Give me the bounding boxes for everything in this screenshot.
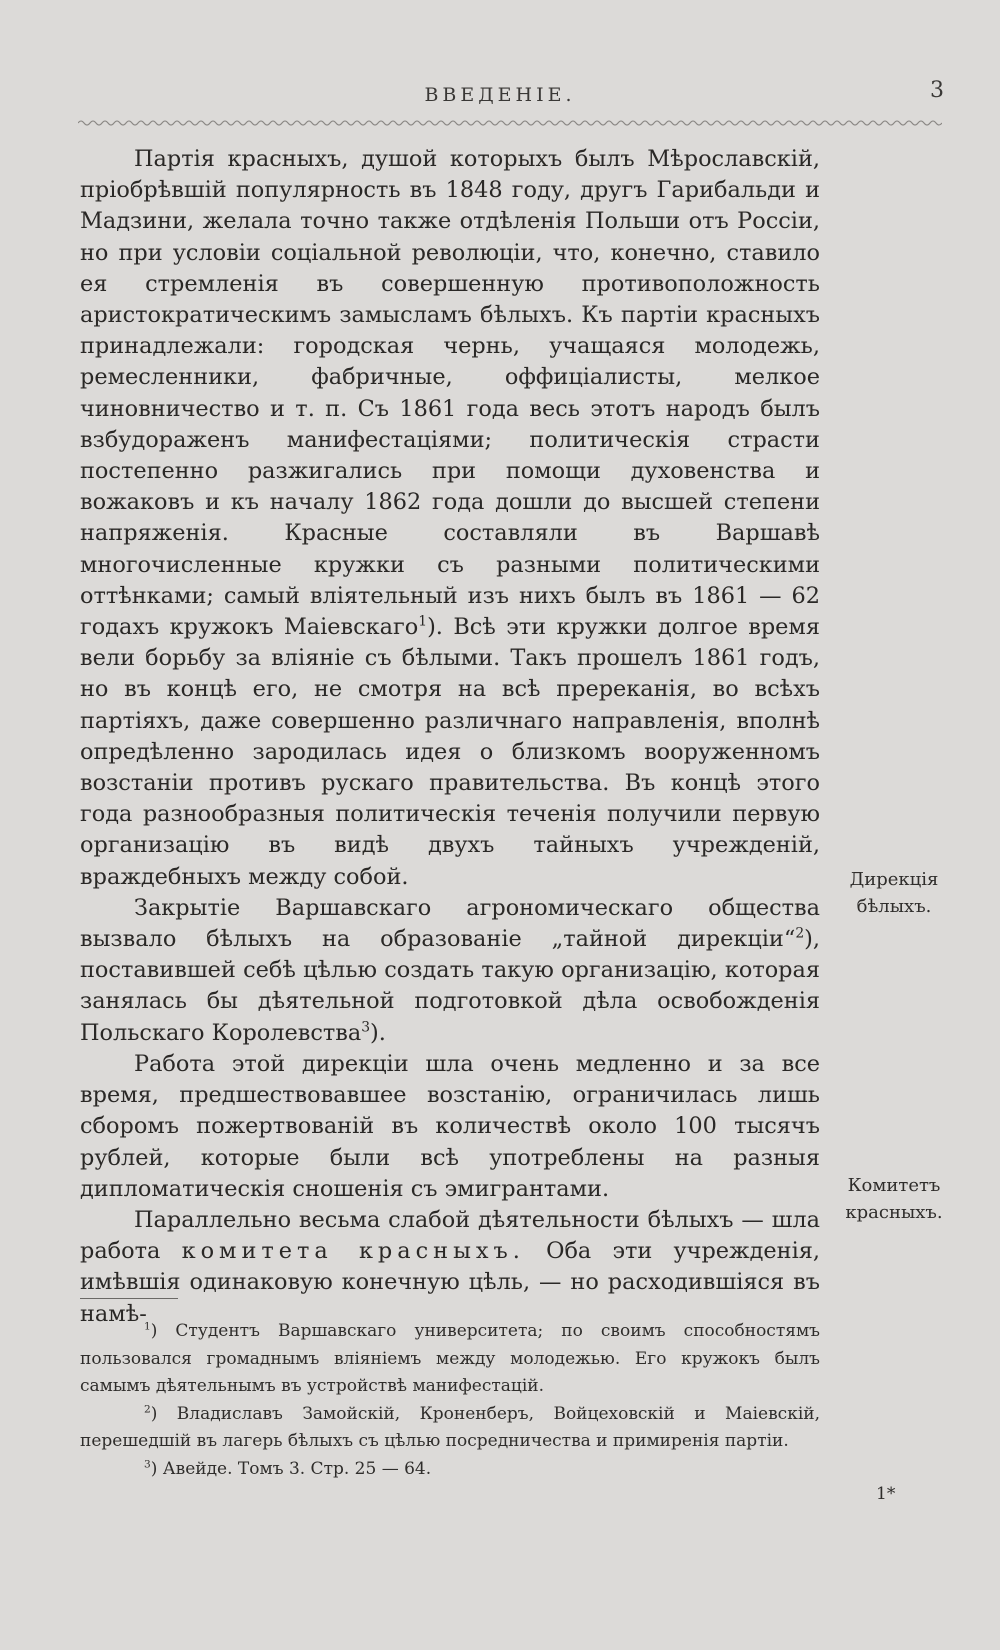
- margin-note-red-committee: Комитетъ красныхъ.: [845, 1175, 943, 1223]
- footnote-2: $^2$) Владиславъ Замойскій, Кроненберъ, Войцеховскій и Маіевскій, перешедшій въ лагерь бѣлыхъ съ цѣлью посредничества и примиренія партіи.: [80, 1402, 820, 1451]
- spaced-emphasis: комитета красныхъ.: [181, 1238, 525, 1265]
- paragraph-directorate-work: Работа этой дирекціи шла очень медленно и за все время, предшествовавшее возстанію, ограничилась лишь сборомъ пожертвованій въ количествѣ около 100 тысячъ рублей, которые были всѣ употреблены на разныя дипломатическія сношенія съ эмигрантами.: [80, 1050, 820, 1202]
- footnote-mark-2[interactable]: 2: [795, 925, 805, 942]
- page-number: 3: [930, 78, 944, 103]
- margin-note-white-directorate: Дирекція бѣлыхъ.: [849, 869, 939, 917]
- footnote-separator: [80, 1298, 178, 1299]
- footnote-3: $^3$) Авейде. Томъ 3. Стр. 25 — 64.: [144, 1457, 432, 1479]
- footnotes: [80, 1318, 820, 1483]
- footnote-mark-1[interactable]: 1: [418, 613, 428, 630]
- signature-mark: 1*: [876, 1484, 896, 1504]
- paragraph-red-committee: Параллельно весьма слабой дѣятельности бѣлыхъ — шла работа комитета красныхъ. Оба эти учрежденія, имѣвшія одинаковую конечную цѣль, — но расходившіяся въ намѣ-: [80, 1206, 821, 1327]
- paragraph-red-party: Партія красныхъ, душой которыхъ былъ Мѣрославскій, пріобрѣвшій популярность въ 1848 году, другъ Гарибальди и Мадзини, желала точно также отдѣленія Польши отъ Россіи, но при условіи соціальной революціи, что, конечно, ставило ея стремленія въ совершенную противоположность аристократическимъ замысламъ бѣлыхъ. Къ партіи красныхъ принадлежали: городская чернь, учащаяся молодежь, ремесленники, фабричные, оффиціалисты, мелкое чиновничество и т. п. Съ 1861 года весь этотъ народъ былъ взбудораженъ манифестаціями; политическія страсти постепенно разжигались при помощи духовенства и вожаковъ и къ началу 1862 года дошли до высшей степени напряженія. Красные составляли въ Варшавѣ многочисленные кружки съ разными политическими оттѣнками; самый вліятельный изъ нихъ былъ въ 1861 — 62 годахъ кружокъ Маіевскаго$^1$). Всѣ эти кружки долгое время вели борьбу за вліяніе съ бѣлыми. Такъ прошелъ 1861 годъ, но въ концѣ его, не смотря на всѣ пререканія, во всѣхъ партіяхъ, даже совершенно различнаго направленія, вполнѣ опредѣленно зародилась идея о близкомъ вооруженномъ возстаніи противъ рускаго правительства. Въ концѣ этого года разнообразныя политическія теченія получили первую организацію въ видѣ двухъ тайныхъ учрежденій, враждебныхъ между собой.: [80, 146, 820, 890]
- running-header-title: ВВЕДЕНІЕ.: [424, 84, 576, 106]
- main-text: [80, 144, 820, 1330]
- decorative-wavy-rule: [78, 116, 942, 130]
- paragraph-white-directorate: Закрытіе Варшавскаго агрономическаго общества вызвало бѣлыхъ на образованіе „тайной дирекціи“$^2$), поставившей себѣ цѣлью создать такую организацію, которая занялась бы дѣятельной подготовкой дѣла освобожденія Польскаго Королевства$^3$).: [80, 894, 820, 1046]
- footnote-mark-3[interactable]: 3: [361, 1019, 371, 1036]
- footnote-1: $^1$) Студентъ Варшавскаго университета; по своимъ способностямъ пользовался громаднымъ вліяніемъ между молодежью. Его кружокъ былъ самымъ дѣятельнымъ въ устройствѣ манифестацій.: [80, 1320, 820, 1396]
